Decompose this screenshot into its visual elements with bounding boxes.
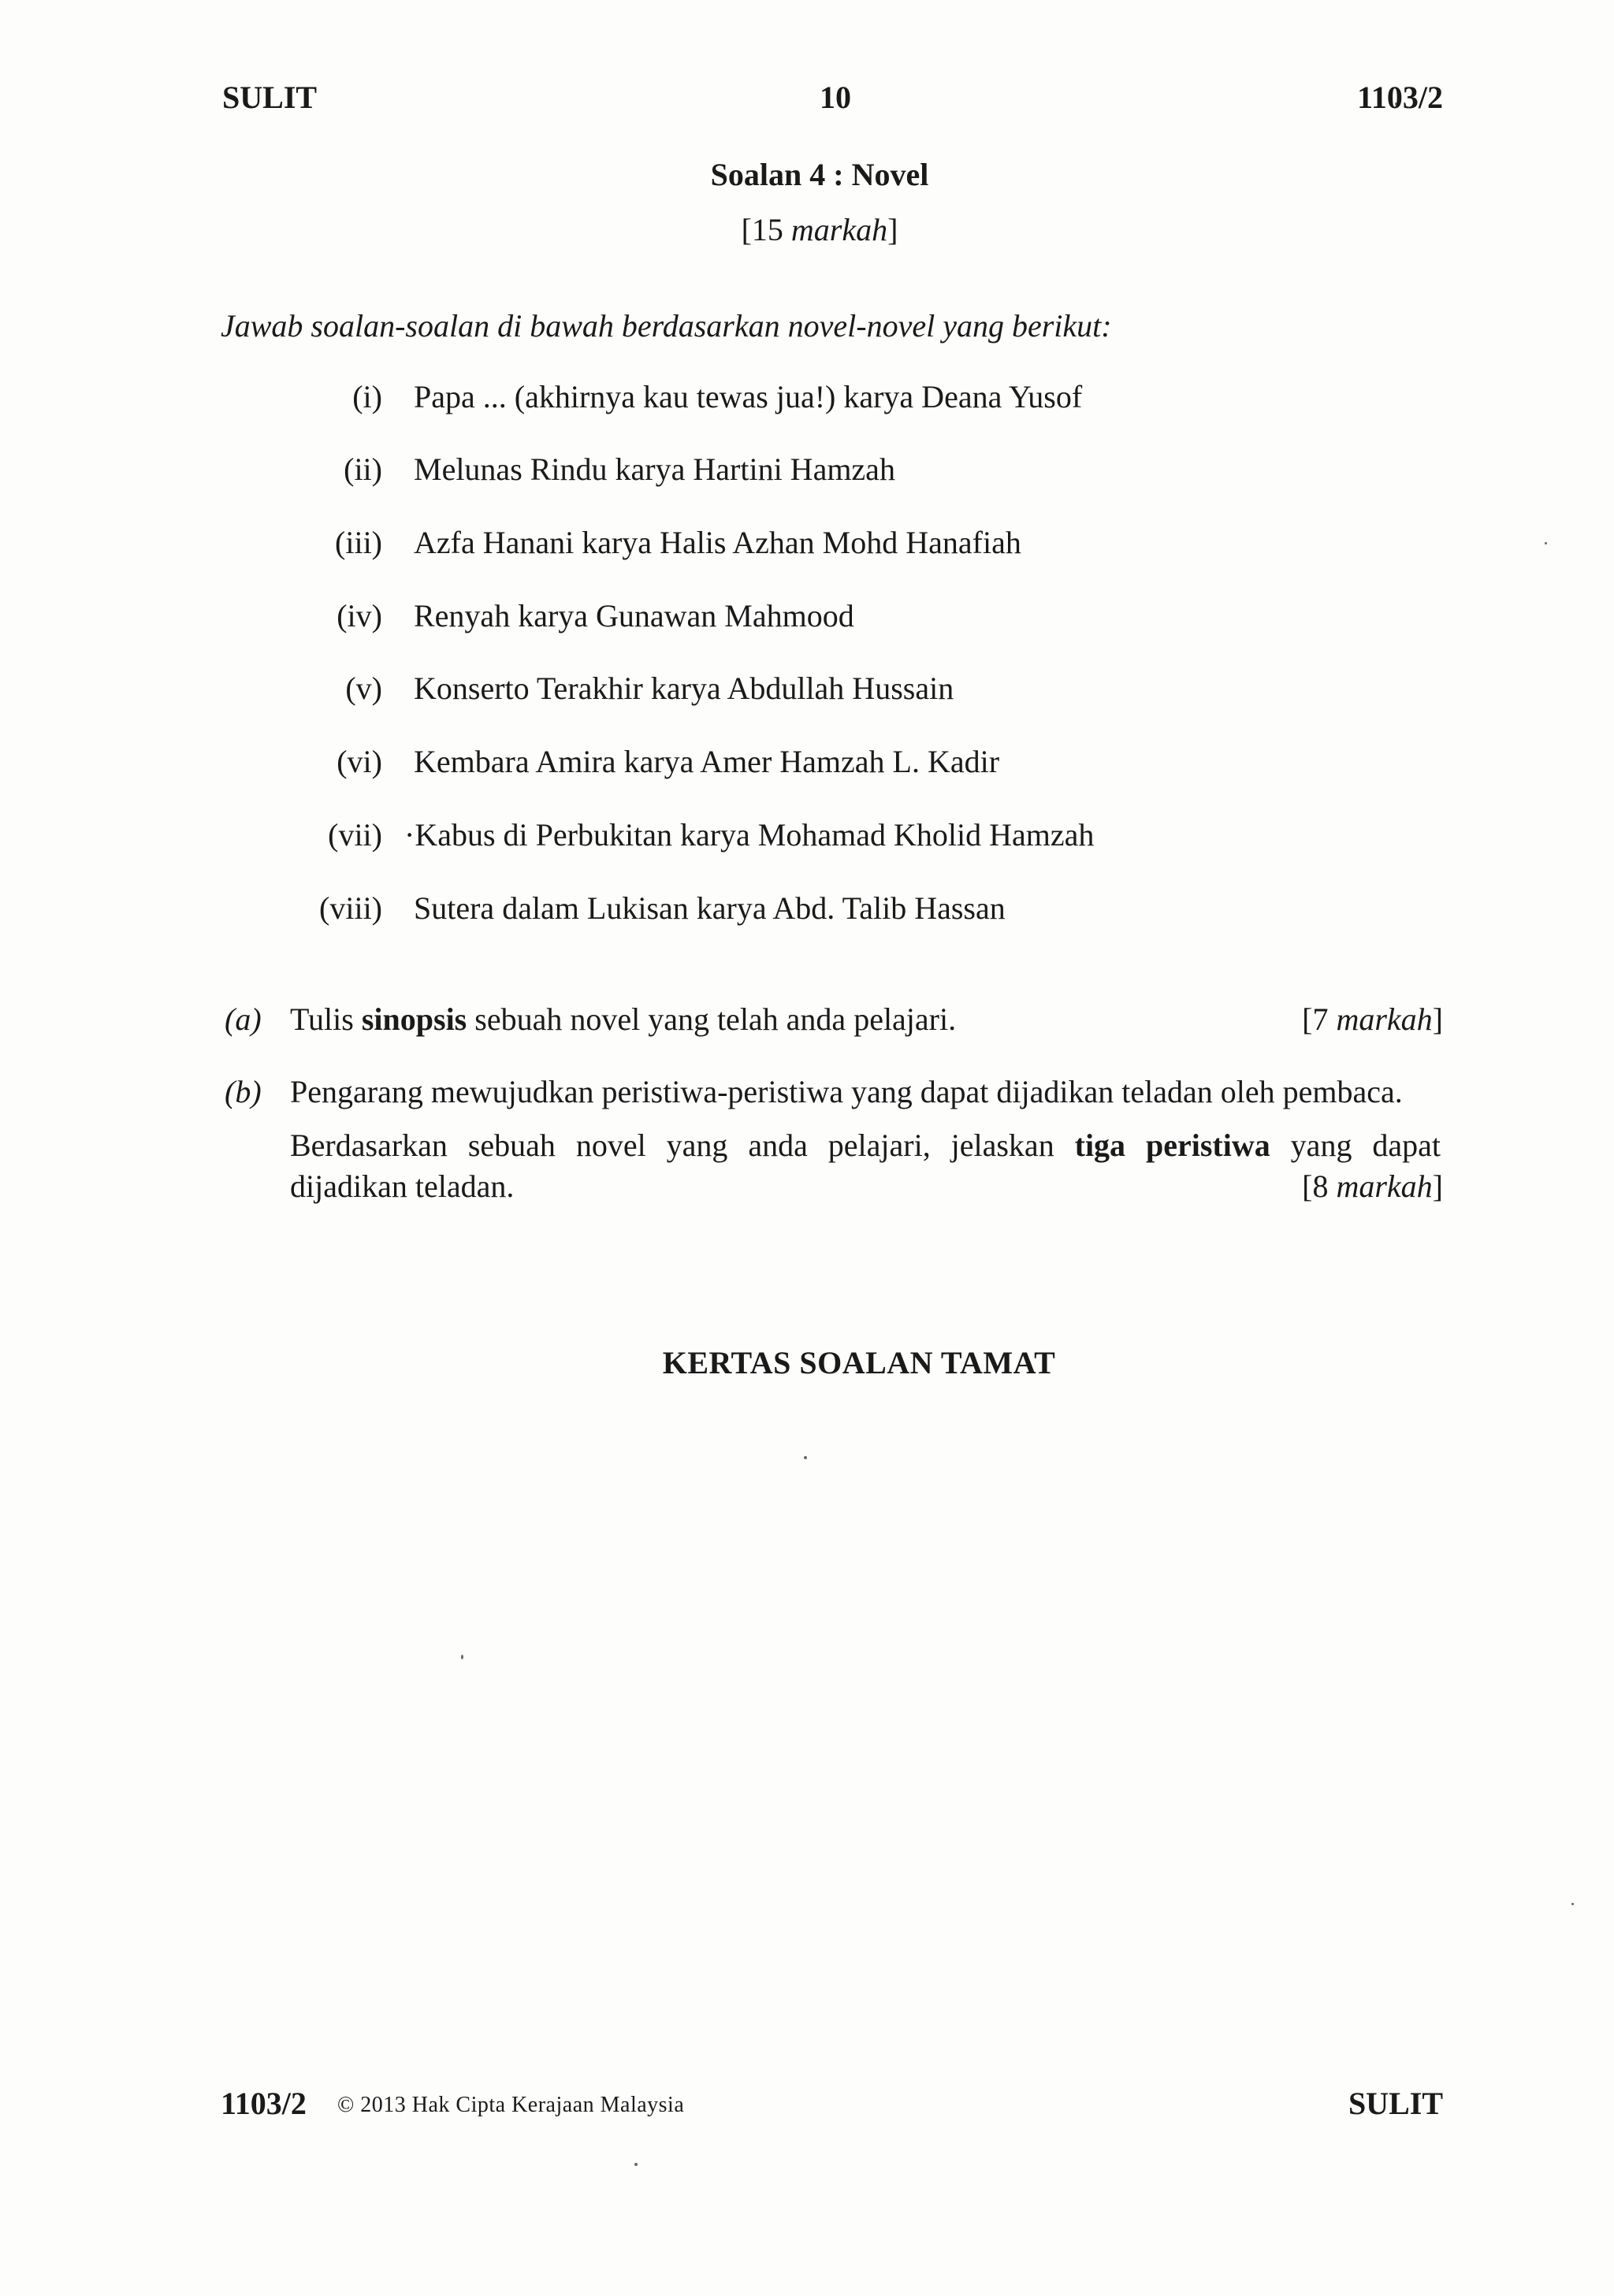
question-title: Soalan 4 : Novel bbox=[710, 157, 929, 192]
paper-code: 1103/2 bbox=[1357, 80, 1443, 115]
footer-sulit: SULIT bbox=[1348, 2086, 1443, 2121]
part-b-label: (b) bbox=[225, 1074, 262, 1109]
scan-speck bbox=[804, 1456, 807, 1459]
footer-copyright: © 2013 Hak Cipta Kerajaan Malaysia bbox=[337, 2093, 685, 2117]
novel-title: Melunas Rindu karya Hartini Hamzah bbox=[414, 451, 895, 487]
novel-number: (ii) bbox=[344, 451, 382, 487]
novel-number: (vii) bbox=[328, 817, 382, 853]
novel-number: (viii) bbox=[319, 890, 382, 926]
scan-speck bbox=[1545, 542, 1547, 544]
part-a-marks: [7 markah] bbox=[1302, 1001, 1443, 1037]
page-number: 10 bbox=[820, 80, 851, 115]
novel-number: (iv) bbox=[337, 598, 382, 633]
novel-title: ·Kabus di Perbukitan karya Mohamad Kholid Hamzah bbox=[404, 817, 1095, 853]
part-b-line2: Berdasarkan sebuah novel yang anda pelajari, jelaskan tiga peristiwa yang dapat bbox=[290, 1128, 1441, 1163]
scan-speck bbox=[634, 2163, 638, 2166]
novel-title: Papa ... (akhirnya kau tewas jua!) karya Deana Yusof bbox=[414, 379, 1083, 414]
part-a-text: Tulis sinopsis sebuah novel yang telah anda pelajari. bbox=[290, 1001, 957, 1037]
part-b-line3: dijadikan teladan. bbox=[290, 1168, 515, 1204]
novel-title: Azfa Hanani karya Halis Azhan Mohd Hanafiah bbox=[414, 525, 1021, 560]
question-marks: [15 markah] bbox=[741, 212, 898, 247]
part-b-marks: [8 markah] bbox=[1302, 1168, 1443, 1204]
footer-paper-code: 1103/2 bbox=[221, 2086, 307, 2121]
novel-title: Kembara Amira karya Amer Hamzah L. Kadir bbox=[414, 744, 1000, 779]
end-of-paper: KERTAS SOALAN TAMAT bbox=[662, 1345, 1056, 1380]
scan-speck bbox=[1571, 1903, 1574, 1905]
part-b-line1: Pengarang mewujudkan peristiwa-peristiwa yang dapat dijadikan teladan oleh pembaca. bbox=[290, 1074, 1403, 1109]
novel-number: (i) bbox=[352, 379, 382, 414]
novel-number: (v) bbox=[345, 671, 382, 706]
header-sulit: SULIT bbox=[222, 80, 318, 115]
novel-number: (vi) bbox=[337, 744, 382, 779]
novel-title: Sutera dalam Lukisan karya Abd. Talib Hassan bbox=[414, 890, 1006, 926]
instruction: Jawab soalan-soalan di bawah berdasarkan novel-novel yang berikut: bbox=[221, 308, 1112, 344]
novel-title: Konserto Terakhir karya Abdullah Hussain bbox=[414, 671, 954, 706]
part-a-label: (a) bbox=[225, 1001, 262, 1037]
novel-number: (iii) bbox=[335, 525, 382, 560]
scan-speck bbox=[461, 1655, 463, 1659]
novel-title: Renyah karya Gunawan Mahmood bbox=[414, 598, 854, 633]
